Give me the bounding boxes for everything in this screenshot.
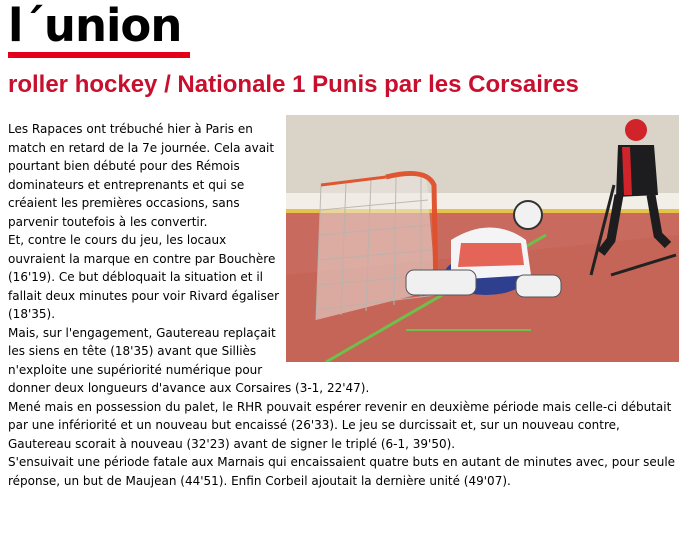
paragraph-3: Mais, sur l'engagement, Gautereau replaçait les siens en tête (18'35) avant que Silliès n'exploite une supériorité numérique pour donner deux longueurs d'avance aux Corsaires (3-1, 22'47). xyxy=(8,325,370,395)
paragraph-5: S'ensuivait une période fatale aux Marnais qui encaissaient quatre buts en autant de minutes avec, pour seule réponse, un but de Maujean (44'51). Enfin Corbeil ajoutait la dernière unité (49'07). xyxy=(8,455,676,488)
paragraph-2: Et, contre le cours du jeu, les locaux ouvraient la marque en contre par Bouchère (16'19). Ce but débloquait la situation et il fallait deux minutes pour voir Rivard égaliser (18'35). xyxy=(8,233,280,321)
masthead-logo xyxy=(8,0,190,58)
paragraph-4: Mené mais en possession du palet, le RHR pouvait espérer revenir en deuxième période mais celle-ci débutait par une infériorité et un nouveau but encaissé (26'33). Le jeu se durcissait et, sur un nouveau contre, Gautereau scorait à nouveau (32'23) avant de signer le triplé (6-1, 39'50). xyxy=(8,399,672,451)
article-headline: roller hockey / Nationale 1 Punis par les Corsaires xyxy=(8,71,579,98)
paragraph-1: Les Rapaces ont trébuché hier à Paris en match en retard de la 7e journée. Cela avait pourtant bien débuté pour des Rémois dominateurs et entreprenants et qui se créaient les premières occasions, sans parvenir toutefois à les convertir. xyxy=(8,122,275,229)
roller-hockey-photo xyxy=(286,115,679,362)
logo-text: l´union xyxy=(8,0,182,52)
logo-underline-bar xyxy=(8,52,190,58)
article-body xyxy=(8,120,685,490)
